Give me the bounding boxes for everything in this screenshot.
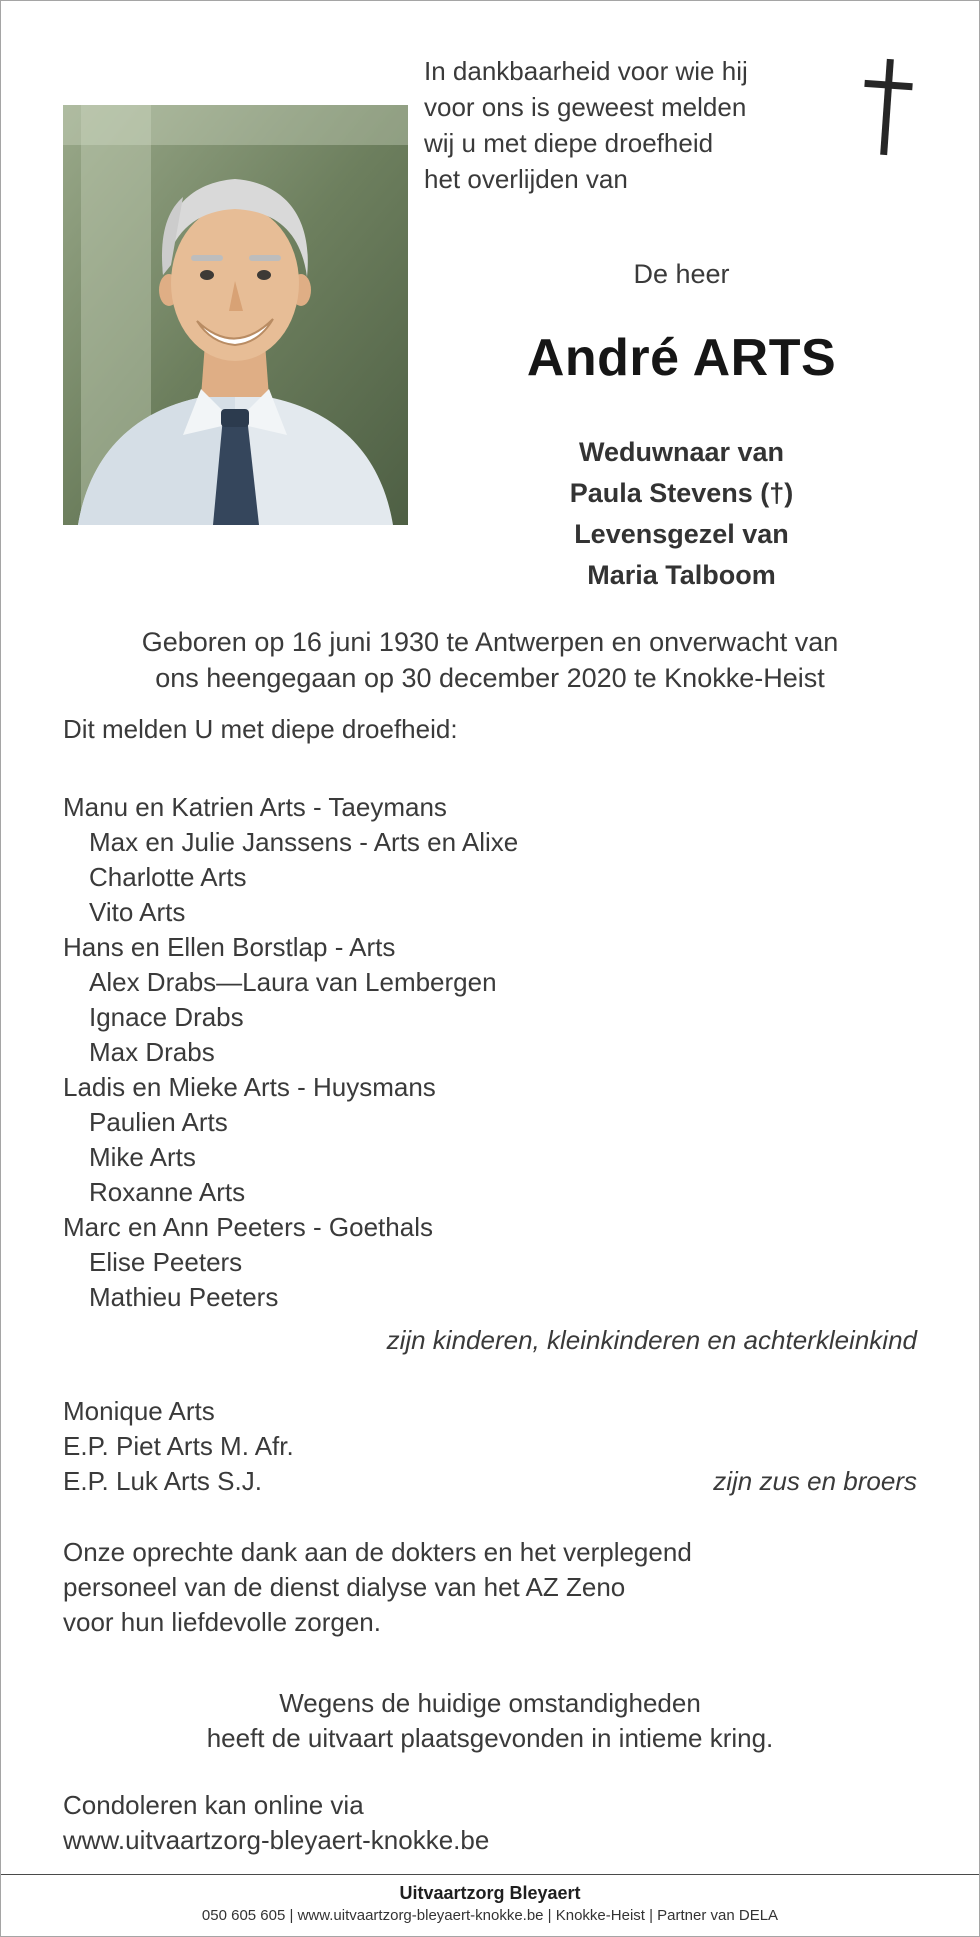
- ceremony-line: Wegens de huidige omstandigheden: [279, 1688, 701, 1718]
- footer: [1, 1874, 979, 1936]
- announcement-lead: Dit melden U met diepe droefheid:: [63, 714, 458, 744]
- family-group-head: Hans en Ellen Borstlap - Arts: [63, 932, 396, 962]
- relation-line: Levensgezel van: [574, 519, 789, 549]
- family-group-head: Manu en Katrien Arts - Taeymans: [63, 792, 447, 822]
- siblings-section: [63, 1394, 979, 1499]
- intro-line: voor ons is geweest melden: [424, 92, 747, 122]
- sibling-name: E.P. Piet Arts M. Afr.: [63, 1431, 294, 1461]
- intro-row: [424, 53, 939, 197]
- portrait-photo: [63, 105, 408, 525]
- family-member: Max Drabs: [89, 1037, 215, 1067]
- header-section: [1, 1, 979, 596]
- family-member: Max en Julie Janssens - Arts en Alixe: [89, 827, 519, 857]
- condolence-text: [63, 1788, 979, 1858]
- intro-line: wij u met diepe droefheid: [424, 128, 714, 158]
- relation-line: Paula Stevens (†): [569, 478, 794, 508]
- funeral-home-details: 050 605 605 | www.uitvaartzorg-bleyaert-knokke.be | Knokke-Heist | Partner van DELA: [201, 1907, 779, 1924]
- funeral-home-name: Uitvaartzorg Bleyaert: [399, 1883, 581, 1903]
- family-member: Ignace Drabs: [89, 1002, 244, 1032]
- deceased-name: André ARTS: [526, 329, 837, 387]
- family-group-head: Ladis en Mieke Arts - Huysmans: [63, 1072, 436, 1102]
- birth-death-line: Geboren op 16 juni 1930 te Antwerpen en onverwacht van: [141, 627, 839, 657]
- family-group-head: Marc en Ann Peeters - Goethals: [63, 1212, 433, 1242]
- family-list: [63, 790, 979, 1315]
- family-member: Alex Drabs—Laura van Lembergen: [89, 967, 497, 997]
- family-closing: zijn kinderen, kleinkinderen en achterkleinkind: [386, 1325, 917, 1355]
- thanks-line: voor hun liefdevolle zorgen.: [63, 1607, 381, 1637]
- cross-icon: [859, 57, 915, 157]
- family-member: Vito Arts: [89, 897, 186, 927]
- sibling-name: Monique Arts: [63, 1396, 215, 1426]
- family-member: Paulien Arts: [89, 1107, 228, 1137]
- thanks-line: Onze oprechte dank aan de dokters en het verplegend: [63, 1537, 692, 1567]
- portrait-placeholder-image: [63, 105, 408, 525]
- condolence-url: www.uitvaartzorg-bleyaert-knokke.be: [63, 1825, 490, 1855]
- relation-line: Weduwnaar van: [578, 437, 785, 467]
- intro-line: het overlijden van: [424, 164, 628, 194]
- family-member: Elise Peeters: [89, 1247, 243, 1277]
- header-text: [408, 53, 939, 596]
- birth-death-line: ons heengegaan op 30 december 2020 te Knokke-Heist: [155, 663, 825, 693]
- family-member: Roxanne Arts: [89, 1177, 246, 1207]
- salutation: De heer: [633, 259, 730, 289]
- ceremony-text: [1, 1686, 979, 1756]
- family-member: Mathieu Peeters: [89, 1282, 279, 1312]
- family-member: Mike Arts: [89, 1142, 196, 1172]
- relations-text: [424, 432, 939, 596]
- family-member: Charlotte Arts: [89, 862, 247, 892]
- siblings-closing: zijn zus en broers: [713, 1466, 917, 1496]
- thanks-line: personeel van de dienst dialyse van het AZ Zeno: [63, 1572, 626, 1602]
- condolence-line: Condoleren kan online via: [63, 1790, 364, 1820]
- intro-line: In dankbaarheid voor wie hij: [424, 56, 748, 86]
- thanks-text: [63, 1535, 979, 1640]
- relation-line: Maria Talboom: [587, 560, 776, 590]
- intro-text: [424, 53, 748, 197]
- sibling-name: E.P. Luk Arts S.J.: [63, 1466, 262, 1496]
- ceremony-line: heeft de uitvaart plaatsgevonden in intieme kring.: [206, 1723, 774, 1753]
- birth-death-text: [11, 624, 969, 696]
